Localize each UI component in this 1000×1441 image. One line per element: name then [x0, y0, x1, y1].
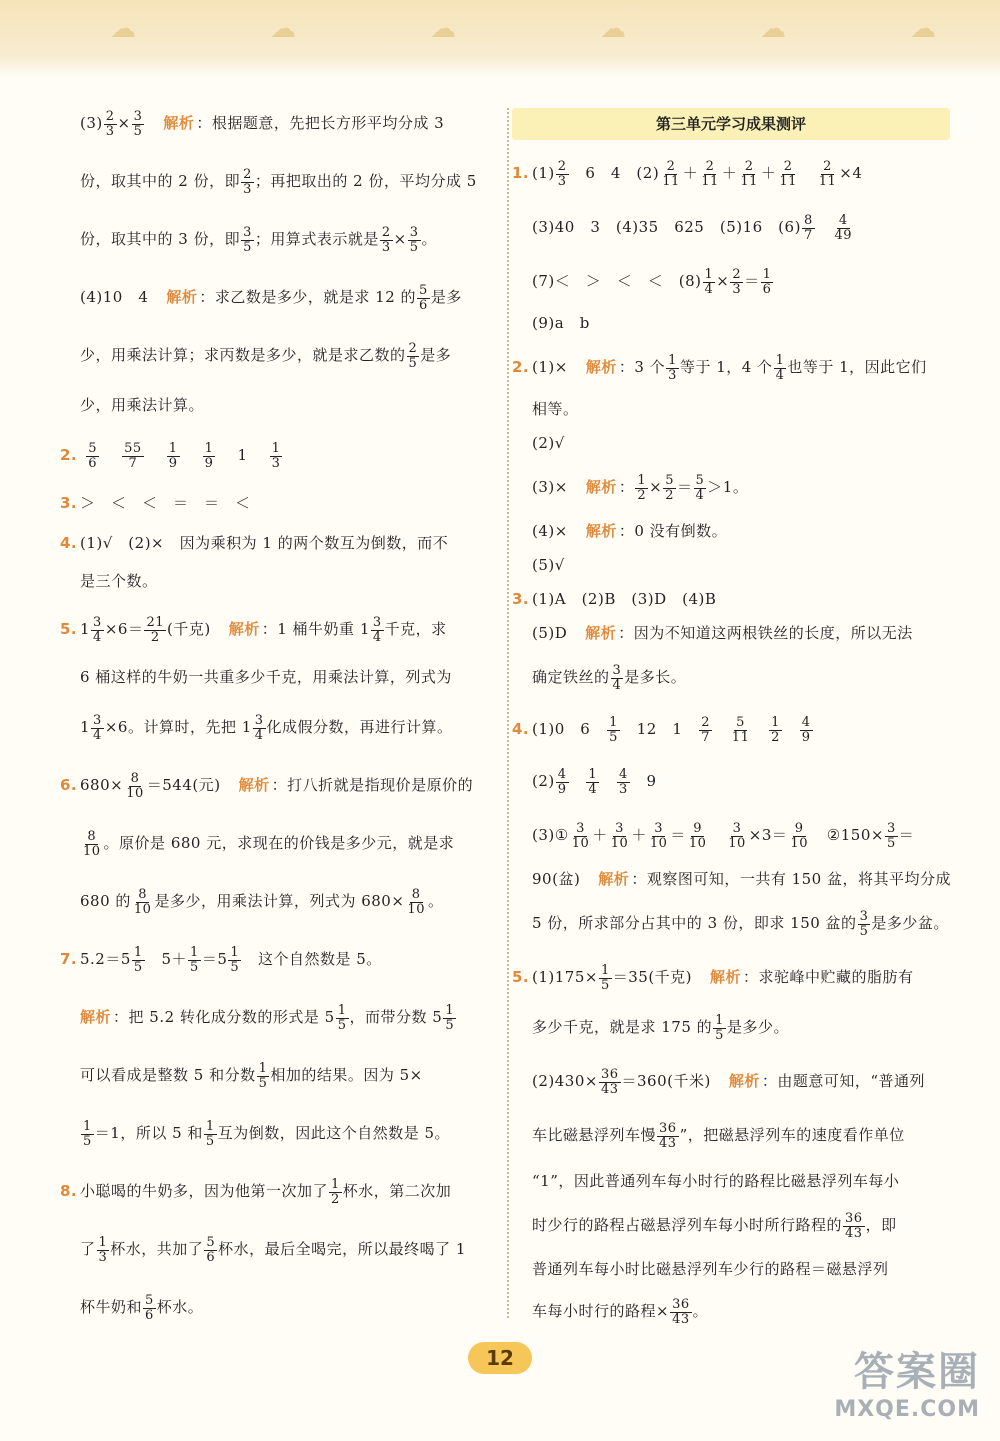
- fraction: [144, 616, 166, 645]
- fraction: [86, 442, 99, 471]
- fraction-numerator: 8: [87, 828, 97, 844]
- r-q4-line3: (3)① $\frac{3}{10}$ ＋ $\frac{3}{10}$ ＋ $\frac{3}{10}$ ＝ $\frac{9}{10}$ $\frac{3}{10}$ ×3＝ $\frac{9}{10}$ ②150× $\frac{3}{5}$ ＝: [532, 820, 915, 851]
- fraction-numerator: 5: [145, 1292, 154, 1308]
- fraction-numerator: 1: [230, 944, 240, 960]
- fraction-numerator: 21: [146, 614, 164, 630]
- fraction-numerator: 1: [637, 472, 647, 488]
- fraction-numerator: 1: [83, 1118, 92, 1134]
- fraction-denominator: 5: [230, 959, 240, 975]
- fraction: [788, 822, 810, 851]
- q6-line1: 6. 680× $\frac{8}{10}$ ＝544(元) 解析 ：打八折就是指现价是原价的: [60, 770, 474, 801]
- cloud-icon: ☁: [430, 14, 456, 44]
- fraction-denominator: 10: [688, 835, 707, 851]
- fraction-numerator: 2: [381, 224, 391, 240]
- fraction-numerator: 36: [672, 1296, 690, 1312]
- fraction-numerator: 3: [654, 820, 663, 836]
- fraction: [666, 354, 679, 383]
- fraction-denominator: 9: [801, 729, 811, 745]
- analysis-label: 解析: [598, 870, 630, 888]
- fraction-denominator: 5: [409, 239, 419, 255]
- analysis-label: 解析: [585, 624, 617, 642]
- q1-p4-line1: (4)10 4 解析 ：求乙数是多少，就是求 12 的 $\frac{5}{6}$ 是多: [80, 282, 462, 313]
- fraction-numerator: 3: [243, 224, 252, 240]
- fraction-denominator: 5: [337, 1017, 347, 1033]
- fraction-denominator: 6: [762, 281, 772, 297]
- fraction: [670, 1298, 692, 1327]
- fraction: [699, 160, 721, 189]
- watermark-logo: [834, 1340, 980, 1422]
- r-q2-line5: (4)× 解析 ：0 没有倒数。: [532, 522, 728, 540]
- fraction-numerator: 1: [704, 266, 714, 282]
- fraction: [777, 160, 799, 189]
- fraction: [91, 714, 104, 743]
- fraction: [599, 1068, 621, 1097]
- fraction: [241, 226, 254, 255]
- fraction-denominator: 43: [659, 1135, 677, 1151]
- fraction-denominator: 2: [331, 1191, 340, 1207]
- r-q3-line1: 3. (1)A (2)B (3)D (4)B: [512, 590, 717, 608]
- fraction-denominator: 7: [803, 227, 813, 243]
- fraction: [663, 474, 676, 503]
- fraction-numerator: 1: [331, 1176, 340, 1192]
- fraction-denominator: 10: [407, 901, 425, 917]
- fraction: [586, 768, 599, 797]
- fraction: [188, 946, 201, 975]
- fraction-denominator: 3: [98, 1249, 108, 1265]
- fraction-denominator: 4: [588, 781, 598, 797]
- fraction-denominator: 11: [779, 173, 797, 189]
- fraction: [556, 160, 569, 189]
- q4-line1: 4. (1)√ (2)× 因为乘积为 1 的两个数互为倒数，而不: [60, 534, 449, 552]
- fraction: [371, 616, 384, 645]
- fraction-numerator: 1: [205, 1118, 215, 1134]
- fraction: [443, 1004, 456, 1033]
- page-number: 12: [468, 1342, 532, 1374]
- q5-line1: 5. 1 $\frac{3}{4}$ ×6＝ $\frac{21}{2}$ (千克) 解析 ：1 桶牛奶重 1 $\frac{3}{4}$ 千克，求: [60, 614, 447, 645]
- fraction: [228, 946, 241, 975]
- fraction: [687, 822, 709, 851]
- r-q1-line4: (9)a b: [532, 314, 590, 332]
- fraction-denominator: 10: [571, 835, 590, 851]
- fraction-numerator: 8: [803, 212, 813, 228]
- fraction: [660, 160, 682, 189]
- top-decoration-band: [0, 0, 1000, 78]
- fraction: [407, 342, 420, 371]
- q2-answer: 2. $\frac{5}{6}$ $\frac{55}{7}$ $\frac{1}{9}$ $\frac{1}{9}$ 1 $\frac{1}{3}$: [60, 440, 281, 471]
- watermark-line2: MXQE.COM: [834, 1397, 980, 1422]
- fraction: [204, 1120, 217, 1149]
- r-q2-line4: (3)× 解析 ： $\frac{1}{2}$ × $\frac{5}{2}$ ＝ $\frac{5}{4}$ ＞1。: [532, 472, 749, 503]
- fraction-denominator: 10: [649, 835, 668, 851]
- fraction-denominator: 4: [93, 727, 102, 743]
- fraction-denominator: 4: [775, 367, 785, 383]
- fraction-numerator: 2: [705, 158, 715, 174]
- fraction-denominator: 6: [88, 455, 98, 471]
- fraction-denominator: 9: [204, 455, 214, 471]
- q6-line3: 680 的 $\frac{8}{10}$ 是多少，用乘法计算，列式为 680× $\frac{8}{10}$ 。: [80, 886, 444, 917]
- r-q4-line2: (2) $\frac{4}{9}$ $\frac{1}{4}$ $\frac{4}{3}$ 9: [532, 766, 657, 797]
- fraction-numerator: 3: [372, 614, 382, 630]
- fraction-denominator: 2: [637, 487, 647, 503]
- fraction-numerator: 3: [732, 820, 742, 836]
- fraction: [405, 888, 427, 917]
- fraction-numerator: 2: [666, 158, 676, 174]
- r-q1-line1: 1. (1) $\frac{2}{3}$ 6 4 (2) $\frac{2}{11}$ ＋ $\frac{2}{11}$ ＋ $\frac{2}{11}$ ＋ $\frac{2}{11}$ $\frac{2}{11}$ ×4: [512, 158, 863, 189]
- fraction: [858, 910, 871, 939]
- column-divider: [507, 108, 509, 1318]
- fraction: [800, 716, 813, 745]
- fraction-denominator: 5: [133, 959, 143, 975]
- fraction-denominator: 49: [834, 227, 853, 243]
- fraction-denominator: 11: [740, 173, 758, 189]
- fraction: [802, 214, 815, 243]
- fraction: [843, 1212, 865, 1241]
- fraction-denominator: 2: [150, 629, 160, 645]
- fraction-denominator: 10: [126, 785, 144, 801]
- fraction-numerator: 2: [823, 158, 832, 174]
- fraction-numerator: 8: [138, 886, 148, 902]
- fraction-denominator: 7: [701, 729, 710, 745]
- fraction-denominator: 2: [771, 729, 780, 745]
- fraction-numerator: 1: [258, 1060, 268, 1076]
- r-q5-line4: 车比磁悬浮列车慢 $\frac{36}{43}$ ”，把磁悬浮列车的速度看作单位: [532, 1120, 905, 1151]
- cloud-icon: ☁: [110, 14, 136, 44]
- fraction-denominator: 10: [790, 835, 808, 851]
- fraction-denominator: 11: [731, 729, 750, 745]
- fraction: [738, 160, 760, 189]
- r-q5-line2: 多少千克，就是求 175 的 $\frac{1}{5}$ 是多少。: [532, 1012, 789, 1043]
- fraction-denominator: 3: [618, 781, 628, 797]
- r-q4-line4: 90(盆) 解析 ：观察图可知，一共有 150 盆，将其平均分成: [532, 870, 951, 888]
- fraction-numerator: 1: [588, 766, 598, 782]
- fraction-denominator: 4: [695, 487, 705, 503]
- analysis-label: 解析: [163, 114, 195, 132]
- q1-p3-line3: 份，取其中的 3 份，即 $\frac{3}{5}$ ；用算式表示就是 $\frac{2}{3}$ × $\frac{3}{5}$ 。: [80, 224, 438, 255]
- fraction: [713, 1014, 726, 1043]
- analysis-label: 解析: [585, 358, 617, 376]
- q4-line2: 是三个数。: [80, 572, 158, 590]
- fraction-denominator: 7: [128, 455, 138, 471]
- fraction: [617, 768, 630, 797]
- q8-line2: 了 $\frac{1}{3}$ 杯水，共加了 $\frac{5}{6}$ 杯水，最后全喝完，所以最终喝了 1: [80, 1234, 466, 1265]
- fraction-numerator: 1: [133, 944, 143, 960]
- fraction: [143, 1294, 156, 1323]
- fraction: [611, 664, 624, 693]
- fraction: [703, 268, 716, 297]
- q1-p4-line2: 少，用乘法计算；求丙数是多少，就是求乙数的 $\frac{2}{5}$ 是多: [80, 340, 452, 371]
- fraction-numerator: 3: [859, 908, 869, 924]
- fraction-denominator: 2: [665, 487, 674, 503]
- fraction: [270, 442, 283, 471]
- fraction: [417, 284, 430, 313]
- fraction: [609, 822, 631, 851]
- fraction-denominator: 43: [672, 1311, 690, 1327]
- fraction-numerator: 5: [665, 472, 674, 488]
- fraction-numerator: 2: [732, 266, 742, 282]
- r-q5-line7: 普通列车每小时比磁悬浮列车少行的路程＝磁悬浮列: [532, 1260, 889, 1278]
- fraction-denominator: 5: [133, 123, 143, 139]
- fraction: [726, 822, 748, 851]
- fraction-denominator: 11: [662, 173, 680, 189]
- fraction: [167, 442, 180, 471]
- q7-line1: 7. 5.2＝5 $\frac{1}{5}$ 5＋ $\frac{1}{5}$ ＝5 $\frac{1}{5}$ 这个自然数是 5。: [60, 944, 382, 975]
- fraction-numerator: 4: [557, 766, 567, 782]
- fraction: [774, 354, 787, 383]
- fraction-denominator: 10: [133, 901, 152, 917]
- r-q2-line6: (5)√: [532, 556, 565, 574]
- q7-line2: 解析 ：把 5.2 转化成分数的形式是 5 $\frac{1}{5}$ ，而带分数 5 $\frac{1}{5}$: [80, 1002, 455, 1033]
- fraction-denominator: 5: [243, 239, 252, 255]
- fraction: [730, 268, 743, 297]
- fraction: [132, 888, 154, 917]
- fraction-numerator: 1: [337, 1002, 347, 1018]
- analysis-label: 解析: [80, 1008, 112, 1026]
- fraction-denominator: 3: [105, 123, 115, 139]
- fraction-denominator: 5: [408, 355, 418, 371]
- fraction-numerator: 36: [845, 1210, 863, 1226]
- r-q5-line8: 车每小时行的路程× $\frac{36}{43}$ 。: [532, 1296, 709, 1327]
- fraction: [104, 110, 117, 139]
- q6-line2: $\frac{8}{10}$ 。原价是 680 元，求现在的价钱是多少元，就是求: [83, 828, 455, 859]
- analysis-label: 解析: [728, 1072, 760, 1090]
- fraction-numerator: 1: [771, 714, 780, 730]
- q5-line2: 6 桶这样的牛奶一共重多少千克，用乘法计算，列式为: [80, 668, 452, 686]
- fraction-denominator: 4: [93, 629, 102, 645]
- fraction-numerator: 3: [133, 108, 143, 124]
- fraction-numerator: 5: [88, 440, 98, 456]
- r-q4-line1: 4. (1)0 6 $\frac{1}{5}$ 12 1 $\frac{2}{7}$ $\frac{5}{11}$ $\frac{1}{2}$ $\frac{4}{9}$: [512, 714, 811, 745]
- fraction: [607, 716, 620, 745]
- fraction-numerator: 1: [762, 266, 772, 282]
- r-q5-line6: 时少行的路程占磁悬浮列车每小时所行路程的 $\frac{36}{43}$ ，即: [532, 1210, 897, 1241]
- q1-p3-line1: (3) $\frac{2}{3}$ × $\frac{3}{5}$ 解析 ：根据题意，先把长方形平均分成 3: [80, 108, 445, 139]
- analysis-label: 解析: [238, 776, 270, 794]
- fraction: [241, 168, 254, 197]
- fraction: [203, 442, 216, 471]
- fraction-denominator: 5: [609, 729, 618, 745]
- fraction-denominator: 6: [419, 297, 428, 313]
- fraction: [81, 830, 103, 859]
- fraction: [122, 442, 144, 471]
- fraction-numerator: 3: [254, 712, 264, 728]
- fraction-numerator: 8: [411, 886, 421, 902]
- r-q5-line5: “1”，因此普通列车每小时行的路程比磁悬浮列车每小: [532, 1172, 900, 1190]
- fraction-denominator: 10: [728, 835, 746, 851]
- fraction: [817, 160, 839, 189]
- fraction-denominator: 10: [610, 835, 629, 851]
- fraction-numerator: 5: [736, 714, 745, 730]
- r-q4-line5: 5 份，所求部分占其中的 3 份，即求 150 盆的 $\frac{3}{5}$ 是多少盆。: [532, 908, 949, 939]
- q7-line3: 可以看成是整数 5 和分数 $\frac{1}{5}$ 相加的结果。因为 5×: [80, 1060, 423, 1091]
- fraction-numerator: 2: [744, 158, 754, 174]
- fraction-denominator: 9: [168, 455, 178, 471]
- r-q3-line2: (5)D 解析 ：因为不知道这两根铁丝的长度，所以无法: [532, 624, 913, 642]
- r-q1-line3: (7)＜ ＞ ＜ ＜ (8) $\frac{1}{4}$ × $\frac{2}{3}$ ＝ $\frac{1}{6}$: [532, 266, 772, 297]
- fraction-numerator: 1: [271, 440, 281, 456]
- fraction-denominator: 5: [205, 1133, 215, 1149]
- fraction-denominator: 5: [600, 977, 610, 993]
- fraction-numerator: 1: [715, 1012, 724, 1028]
- fraction-numerator: 2: [557, 158, 567, 174]
- q8-line1: 8. 小聪喝的牛奶多，因为他第一次加了 $\frac{1}{2}$ 杯水，第二次加: [60, 1176, 452, 1207]
- cloud-icon: ☁: [760, 14, 786, 44]
- fraction-numerator: 3: [612, 662, 622, 678]
- q5-line3: 1 $\frac{3}{4}$ ×6。计算时，先把 1 $\frac{3}{4}$ 化成假分数，再进行计算。: [80, 712, 453, 743]
- fraction-numerator: 4: [801, 714, 811, 730]
- fraction: [599, 964, 612, 993]
- fraction-denominator: 3: [243, 181, 252, 197]
- fraction: [253, 714, 266, 743]
- fraction: [694, 474, 707, 503]
- fraction: [408, 226, 421, 255]
- fraction-denominator: 3: [271, 455, 281, 471]
- fraction-denominator: 3: [732, 281, 742, 297]
- fraction: [635, 474, 648, 503]
- q7-line4: $\frac{1}{5}$ ＝1，所以 5 和 $\frac{1}{5}$ 互为倒数，因此这个自然数是 5。: [83, 1118, 451, 1149]
- r-q2-line3: (2)√: [532, 434, 565, 452]
- fraction-numerator: 4: [838, 212, 848, 228]
- fraction: [132, 110, 145, 139]
- fraction-denominator: 3: [381, 239, 391, 255]
- fraction-denominator: 43: [600, 1081, 619, 1097]
- fraction: [329, 1178, 342, 1207]
- q3-answer: 3. ＞ ＜ ＜ ＝ ＝ ＜: [60, 494, 251, 512]
- section-title: 第三单元学习成果测评: [512, 108, 950, 140]
- fraction-numerator: 1: [445, 1002, 455, 1018]
- fraction: [833, 214, 855, 243]
- fraction: [91, 616, 104, 645]
- fraction-numerator: 36: [600, 1066, 619, 1082]
- q1-p3-line2: 份，取其中的 2 份，即 $\frac{2}{3}$ ；再把取出的 2 份，平均分成 5: [80, 166, 477, 197]
- fraction-denominator: 3: [668, 367, 677, 383]
- fraction-numerator: 5: [695, 472, 705, 488]
- analysis-label: 解析: [166, 288, 198, 306]
- analysis-label: 解析: [710, 968, 742, 986]
- fraction-denominator: 4: [612, 677, 622, 693]
- fraction-numerator: 9: [794, 820, 804, 836]
- fraction: [657, 1122, 679, 1151]
- fraction-numerator: 1: [609, 714, 618, 730]
- fraction-denominator: 9: [557, 781, 567, 797]
- fraction-numerator: 4: [618, 766, 628, 782]
- fraction-denominator: 43: [845, 1225, 863, 1241]
- fraction: [336, 1004, 349, 1033]
- fraction-numerator: 9: [693, 820, 703, 836]
- fraction: [132, 946, 145, 975]
- fraction: [257, 1062, 270, 1091]
- cloud-icon: ☁: [910, 14, 936, 44]
- fraction-numerator: 3: [615, 820, 624, 836]
- fraction-numerator: 2: [105, 108, 115, 124]
- cloud-icon: ☁: [270, 14, 296, 44]
- fraction-denominator: 6: [145, 1307, 154, 1323]
- fraction: [380, 226, 393, 255]
- fraction: [885, 822, 898, 851]
- fraction-numerator: 1: [775, 352, 785, 368]
- fraction-numerator: 3: [409, 224, 419, 240]
- analysis-label: 解析: [228, 620, 260, 638]
- fraction-denominator: 5: [190, 959, 199, 975]
- fraction-numerator: 3: [93, 614, 102, 630]
- fraction-denominator: 4: [372, 629, 382, 645]
- fraction-numerator: 2: [701, 714, 710, 730]
- fraction-numerator: 2: [783, 158, 793, 174]
- fraction-numerator: 55: [124, 440, 142, 456]
- fraction: [97, 1236, 110, 1265]
- q8-line3: 杯牛奶和 $\frac{5}{6}$ 杯水。: [80, 1292, 204, 1323]
- fraction: [556, 768, 569, 797]
- fraction-numerator: 8: [130, 770, 140, 786]
- fraction: [570, 822, 592, 851]
- r-q3-line3: 确定铁丝的 $\frac{3}{4}$ 是多长。: [532, 662, 687, 693]
- fraction-denominator: 11: [701, 173, 719, 189]
- fraction-numerator: 5: [206, 1234, 216, 1250]
- fraction: [761, 268, 774, 297]
- fraction: [648, 822, 670, 851]
- fraction-numerator: 2: [243, 166, 252, 182]
- fraction: [81, 1120, 94, 1149]
- r-q5-line3: (2)430× $\frac{36}{43}$ ＝360(千米) 解析 ：由题意可知，“普通列: [532, 1066, 926, 1097]
- fraction-denominator: 6: [206, 1249, 216, 1265]
- fraction-denominator: 4: [254, 727, 264, 743]
- fraction: [769, 716, 782, 745]
- fraction-numerator: 36: [659, 1120, 677, 1136]
- r-q2-line2: 相等。: [532, 400, 579, 418]
- fraction-denominator: 5: [886, 835, 896, 851]
- r-q2-line1: 2. (1)× 解析 ：3 个 $\frac{1}{3}$ 等于 1，4 个 $\frac{1}{4}$ 也等于 1，因此它们: [512, 352, 927, 383]
- fraction-denominator: 11: [818, 173, 837, 189]
- analysis-label: 解析: [585, 522, 617, 540]
- fraction-numerator: 5: [419, 282, 428, 298]
- fraction-numerator: 3: [886, 820, 896, 836]
- fraction-numerator: 1: [190, 944, 199, 960]
- fraction-numerator: 3: [93, 712, 102, 728]
- fraction-denominator: 5: [859, 923, 869, 939]
- fraction-denominator: 4: [704, 281, 714, 297]
- fraction-denominator: 5: [445, 1017, 455, 1033]
- fraction-denominator: 10: [83, 843, 101, 859]
- fraction-denominator: 3: [557, 173, 567, 189]
- fraction-numerator: 2: [408, 340, 418, 356]
- fraction-numerator: 1: [600, 962, 610, 978]
- fraction-numerator: 3: [576, 820, 585, 836]
- r-q1-line2: (3)40 3 (4)35 625 (5)16 (6) $\frac{8}{7}$ $\frac{4}{49}$: [532, 212, 853, 243]
- fraction-numerator: 1: [668, 352, 677, 368]
- fraction-denominator: 5: [258, 1075, 268, 1091]
- fraction: [204, 1236, 217, 1265]
- fraction: [730, 716, 752, 745]
- fraction-denominator: 5: [715, 1027, 724, 1043]
- fraction-numerator: 1: [168, 440, 178, 456]
- cloud-icon: ☁: [600, 14, 626, 44]
- q1-p4-line3: 少，用乘法计算。: [80, 396, 205, 414]
- fraction: [124, 772, 146, 801]
- fraction-numerator: 1: [204, 440, 214, 456]
- r-q5-line1: 5. (1)175× $\frac{1}{5}$ ＝35(千克) 解析 ：求驼峰中贮藏的脂肪有: [512, 962, 914, 993]
- analysis-label: 解析: [585, 478, 617, 496]
- fraction: [699, 716, 712, 745]
- fraction-denominator: 5: [83, 1133, 92, 1149]
- fraction-numerator: 1: [98, 1234, 108, 1250]
- watermark-line1: 答案圈: [854, 1349, 980, 1395]
